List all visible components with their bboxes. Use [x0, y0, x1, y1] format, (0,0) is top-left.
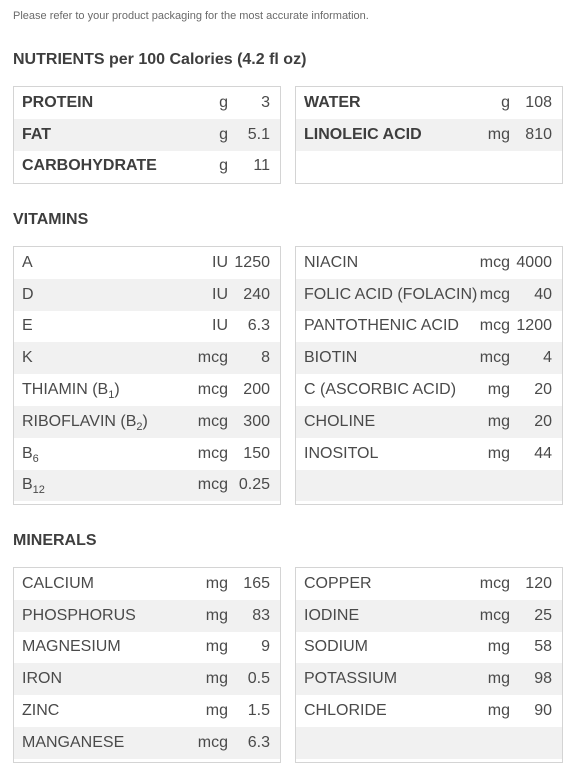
nutrient-name-text: CHOLINE	[304, 412, 376, 430]
nutrient-name-text: C (ASCORBIC ACID)	[304, 381, 457, 399]
nutrient-name	[304, 670, 397, 688]
nutrient-name	[22, 638, 121, 656]
table-row	[14, 247, 280, 279]
nutrient-unit: mg	[205, 638, 228, 656]
nutrient-name	[22, 157, 157, 175]
nutrient-name-text: D	[22, 285, 34, 303]
nutrient-name-text: PHOSPHORUS	[22, 606, 136, 624]
table-row	[14, 470, 280, 502]
nutrient-name	[304, 381, 456, 399]
nutrient-name	[304, 94, 361, 112]
table-row	[14, 568, 280, 600]
nutrient-value: 1200	[516, 317, 552, 335]
nutrient-name	[22, 445, 39, 463]
table-row	[14, 438, 280, 470]
table-row	[296, 247, 562, 279]
nutrient-name-text: WATER	[304, 93, 361, 111]
nutrient-subscript: 12	[32, 484, 45, 497]
table-row	[296, 374, 562, 406]
nutrient-value: 20	[534, 412, 552, 430]
nutrient-unit: mg	[487, 670, 510, 688]
table-row	[296, 87, 562, 119]
nutrient-name-text: CHLORIDE	[304, 702, 387, 720]
nutrient-value: 1250	[234, 253, 270, 271]
nutrient-unit: mg	[487, 638, 510, 656]
nutrient-unit: g	[501, 93, 510, 111]
nutrient-name	[304, 126, 422, 144]
nutrient-unit: mcg	[479, 285, 510, 303]
table-row	[14, 151, 280, 183]
nutrient-name-text: CARBOHYDRATE	[22, 157, 157, 175]
vitamins-left-table	[13, 246, 281, 505]
nutrient-unit: mg	[487, 125, 510, 143]
table-row	[296, 568, 562, 600]
table-row	[14, 406, 280, 438]
nutrient-value: 11	[253, 157, 270, 175]
nutrient-name-text: PANTOTHENIC ACID	[304, 317, 459, 335]
nutrient-value: 200	[243, 381, 270, 399]
nutrient-name-text: FAT	[22, 125, 52, 143]
nutrient-subscript: 1	[108, 389, 115, 402]
nutrient-name-text: FOLIC ACID (FOLACIN)	[304, 285, 478, 303]
nutrient-name-text: BIOTIN	[304, 349, 358, 367]
empty-row	[296, 151, 562, 183]
table-row	[14, 600, 280, 632]
nutrient-name	[22, 286, 34, 304]
nutrient-unit: mcg	[197, 444, 228, 462]
nutrient-value: 20	[534, 381, 552, 399]
nutrient-name-text: RIBOFLAVIN (B	[22, 412, 137, 430]
table-row	[296, 311, 562, 343]
nutrient-name	[304, 607, 359, 625]
nutrient-name	[22, 381, 120, 402]
nutrient-name-text: POTASSIUM	[304, 670, 398, 688]
nutrients-left-table	[13, 86, 281, 184]
nutrient-unit: mg	[487, 381, 510, 399]
nutrient-value: 108	[525, 93, 552, 111]
nutrient-value: 810	[525, 125, 552, 143]
nutrient-name-text: IODINE	[304, 606, 360, 624]
nutrient-value: 58	[534, 638, 552, 656]
table-row	[14, 663, 280, 695]
nutrient-name-text: IRON	[22, 670, 62, 688]
nutrient-name-suffix: )	[142, 412, 148, 430]
nutrient-value: 120	[525, 574, 552, 592]
table-row	[296, 119, 562, 151]
nutrient-value: 6.3	[247, 317, 270, 335]
nutrient-name	[304, 638, 368, 656]
nutrient-value: 6.3	[247, 733, 270, 751]
table-row	[296, 663, 562, 695]
empty-row	[296, 727, 562, 759]
nutrient-name-text: INOSITOL	[304, 444, 379, 462]
nutrient-unit: IU	[212, 317, 228, 335]
nutrient-value: 0.5	[247, 670, 270, 688]
table-row	[14, 727, 280, 759]
nutrient-name-text: NIACIN	[304, 253, 359, 271]
nutrient-name	[22, 670, 62, 688]
nutrient-value: 5.1	[247, 125, 270, 143]
nutrient-value: 4000	[516, 253, 552, 271]
table-row	[14, 342, 280, 374]
table-row	[296, 342, 562, 374]
table-row	[14, 695, 280, 727]
nutrient-name	[22, 94, 93, 112]
nutrient-value: 3	[261, 93, 270, 111]
nutrient-value: 9	[261, 638, 270, 656]
nutrient-unit: IU	[212, 253, 228, 271]
nutrient-name-text: LINOLEIC ACID	[304, 125, 422, 143]
nutrient-value: 300	[243, 412, 270, 430]
table-row	[296, 600, 562, 632]
nutrient-value: 40	[534, 285, 552, 303]
nutrient-value: 8	[261, 349, 270, 367]
nutrient-unit: mcg	[479, 349, 510, 367]
nutrient-unit: g	[219, 93, 228, 111]
nutrient-unit: IU	[212, 285, 228, 303]
minerals-right-table	[295, 567, 563, 763]
nutrient-unit: mcg	[479, 606, 510, 624]
table-row	[296, 406, 562, 438]
nutrient-value: 44	[534, 444, 552, 462]
nutrient-name	[22, 317, 33, 335]
table-row	[296, 632, 562, 664]
nutrient-name	[22, 254, 33, 272]
nutrient-name	[304, 317, 459, 335]
nutrient-unit: mcg	[197, 381, 228, 399]
nutrient-name	[22, 607, 136, 625]
nutrients-right-table	[295, 86, 563, 184]
nutrient-name	[304, 413, 375, 431]
table-row	[14, 374, 280, 406]
nutrient-value: 98	[534, 670, 552, 688]
nutrient-name-text: E	[22, 317, 33, 335]
nutrient-value: 90	[534, 702, 552, 720]
nutrient-unit: mcg	[197, 476, 228, 494]
nutrient-name	[22, 476, 45, 497]
nutrient-value: 83	[252, 606, 270, 624]
nutrient-name	[304, 286, 477, 304]
table-row	[14, 632, 280, 664]
table-row	[296, 695, 562, 727]
nutrient-unit: mg	[487, 412, 510, 430]
nutrient-unit: mcg	[197, 412, 228, 430]
nutrient-value: 165	[243, 574, 270, 592]
nutrient-value: 150	[243, 444, 270, 462]
nutrient-unit: mg	[205, 606, 228, 624]
nutrient-unit: mcg	[479, 253, 510, 271]
nutrient-name	[304, 445, 378, 463]
nutrient-value: 25	[534, 606, 552, 624]
nutrient-unit: mg	[205, 702, 228, 720]
nutrient-unit: mg	[205, 670, 228, 688]
table-row	[14, 87, 280, 119]
vitamins-right-table	[295, 246, 563, 505]
nutrient-name-text: A	[22, 253, 33, 271]
nutrient-value: 1.5	[247, 702, 270, 720]
nutrient-unit: mcg	[479, 317, 510, 335]
nutrient-name	[22, 349, 33, 367]
nutrient-subscript: 6	[32, 452, 39, 465]
nutrient-name	[304, 702, 387, 720]
nutrient-name-text: COPPER	[304, 574, 372, 592]
nutrient-name	[22, 575, 94, 593]
nutrient-name-text: THIAMIN (B	[22, 381, 109, 399]
nutrient-name	[22, 126, 51, 144]
nutrient-value: 4	[543, 349, 552, 367]
nutrients-title: NUTRIENTS per 100 Calories (4.2 fl oz)	[13, 51, 307, 68]
nutrient-unit: mg	[487, 444, 510, 462]
empty-row	[296, 470, 562, 502]
nutrient-name-text: CALCIUM	[22, 574, 95, 592]
nutrient-name-suffix: )	[114, 381, 120, 399]
nutrient-value: 0.25	[238, 476, 270, 494]
nutrient-unit: mcg	[479, 574, 510, 592]
nutrient-name	[304, 575, 372, 593]
table-row	[296, 438, 562, 470]
vitamins-title: VITAMINS	[13, 211, 89, 228]
nutrient-name-text: MANGANESE	[22, 733, 125, 751]
nutrient-name-text: B	[22, 476, 33, 494]
nutrient-unit: mg	[487, 702, 510, 720]
nutrient-name	[22, 702, 59, 720]
packaging-note: Please refer to your product packaging for the most accurate information.	[13, 10, 369, 22]
nutrient-name-text: B	[22, 444, 33, 462]
nutrient-unit: g	[219, 157, 228, 175]
nutrient-unit: mg	[205, 574, 228, 592]
nutrient-unit: g	[219, 125, 228, 143]
nutrient-name	[22, 734, 124, 752]
nutrient-name	[304, 254, 358, 272]
table-row	[14, 279, 280, 311]
nutrient-subscript: 2	[136, 420, 143, 433]
table-row	[14, 311, 280, 343]
nutrient-name-text: ZINC	[22, 702, 60, 720]
nutrient-name-text: K	[22, 349, 33, 367]
nutrient-value: 240	[243, 285, 270, 303]
table-row	[14, 119, 280, 151]
nutrient-unit: mcg	[197, 733, 228, 751]
minerals-left-table	[13, 567, 281, 763]
nutrient-name-text: MAGNESIUM	[22, 638, 121, 656]
nutrient-name-text: SODIUM	[304, 638, 368, 656]
nutrient-unit: mcg	[197, 349, 228, 367]
nutrient-name	[22, 413, 148, 431]
nutrient-name-text: PROTEIN	[22, 93, 94, 111]
nutrient-name	[304, 349, 357, 367]
table-row	[296, 279, 562, 311]
minerals-title: MINERALS	[13, 532, 97, 549]
